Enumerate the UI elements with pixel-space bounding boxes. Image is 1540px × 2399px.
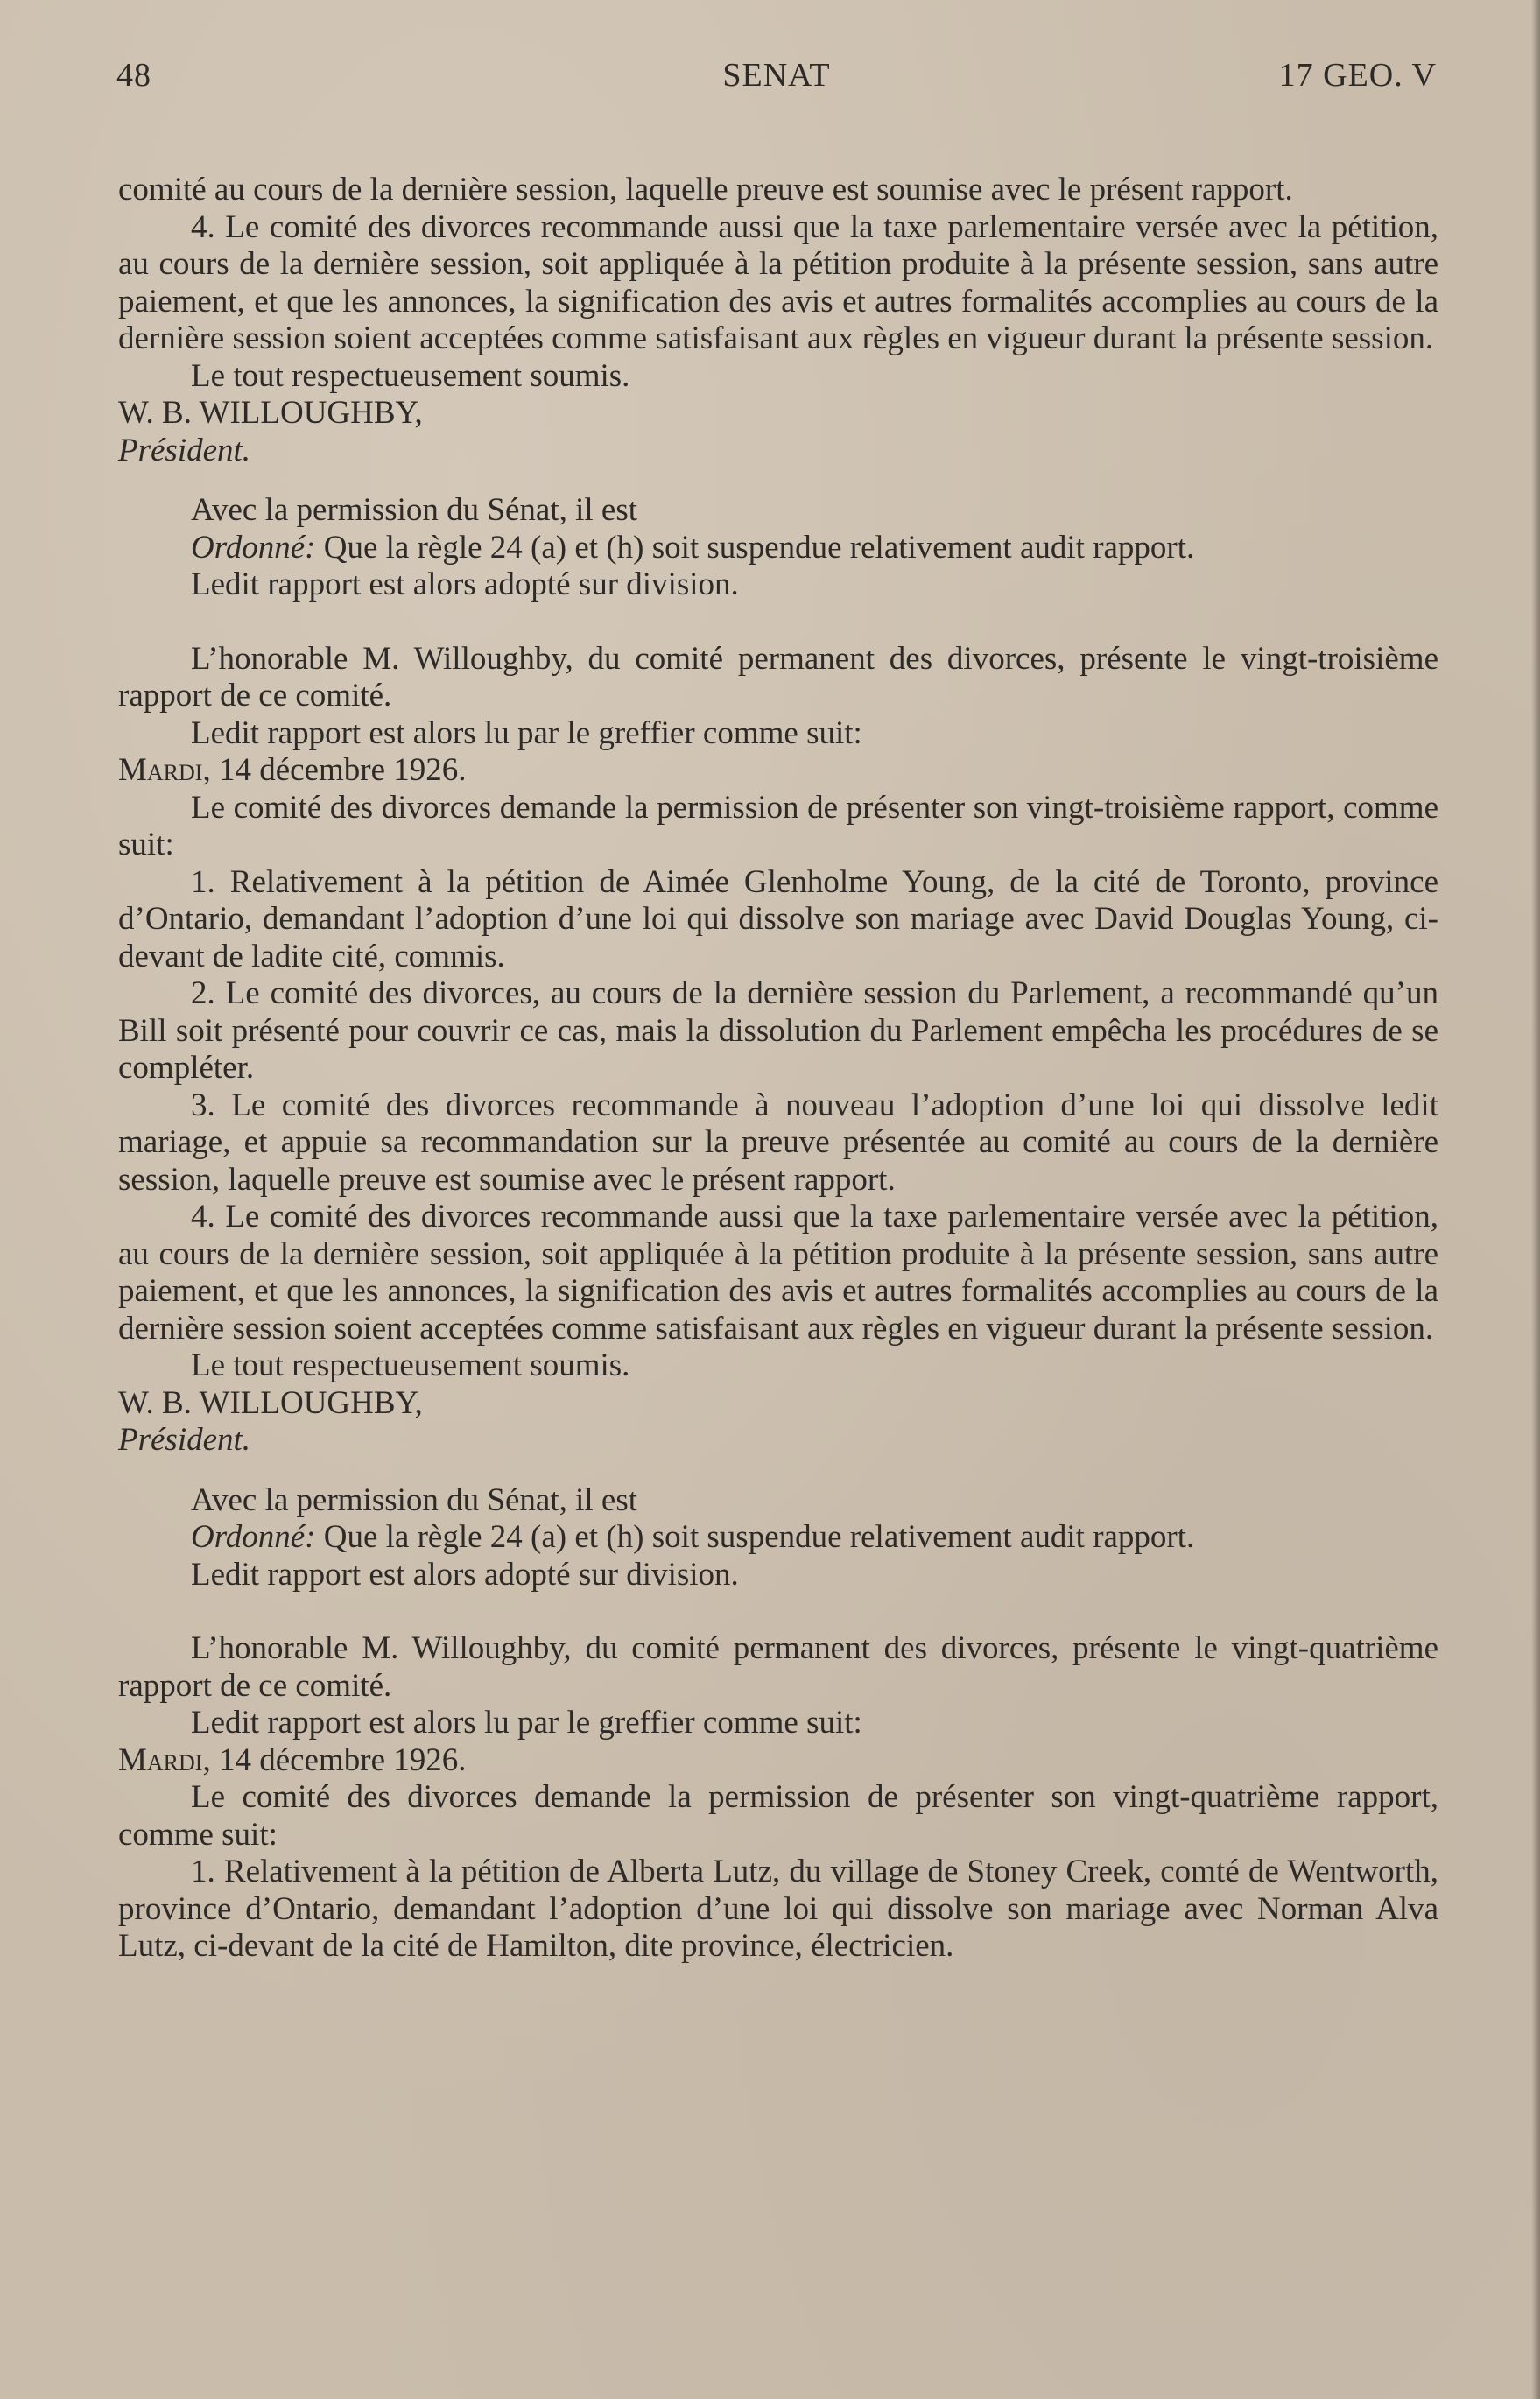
- page-header: [116, 56, 1437, 100]
- date-day: Mardi,: [118, 752, 211, 788]
- paragraph: Avec la permission du Sénat, il est: [191, 492, 638, 528]
- page-edge: [1531, 0, 1540, 2399]
- paragraph: Ledit rapport est alors adopté sur division.: [191, 566, 739, 602]
- closing-line: Le tout respectueusement soumis.: [191, 1347, 630, 1383]
- order-paragraph: [118, 530, 1438, 567]
- paragraph: Avec la permission du Sénat, il est: [191, 1481, 638, 1518]
- paragraph: Ledit rapport est alors lu par le greffier comme suit:: [191, 1705, 862, 1741]
- paragraph: 4. Le comité des divorces recommande aussi que la taxe parlementaire versée avec la pétition, au cours de la dernière session, soit appliquée à la pétition produite à la présente session, sans autre paiement, et que les annonces, la signification des avis et autres formalités accomplies au cours de la dernière session soient acceptées comme satisfaisant aux règles en vigueur durant la présente session.: [118, 208, 1438, 356]
- paragraph: Ledit rapport est alors adopté sur division.: [191, 1556, 739, 1593]
- page-body: [118, 172, 1438, 1966]
- running-title: SENAT: [722, 57, 831, 94]
- paragraph: 1. Relativement à la pétition de Alberta Lutz, du village de Stoney Creek, comté de Wentworth, province d’Ontario, demandant l’adoption d’une loi qui dissolve son mariage avec Norman Alva Lutz, ci-devant de la cité de Hamilton, dite province, électricien.: [118, 1854, 1438, 1964]
- signature-name: W. B. WILLOUGHBY,: [118, 395, 423, 431]
- spacer: [118, 1460, 1438, 1482]
- paragraph: 2. Le comité des divorces, au cours de la dernière session du Parlement, a recommandé qu’un Bill soit présenté pour couvrir ce cas, mais la dissolution du Parlement empêcha les procédures de se compléter.: [118, 975, 1438, 1086]
- order-text: Que la règle 24 (a) et (h) soit suspendue relativement audit rapport.: [315, 1519, 1195, 1555]
- signature-title: Président.: [118, 1422, 251, 1458]
- paragraph: 1. Relativement à la pétition de Aimée Glenholme Young, de la cité de Toronto, province d’Ontario, demandant l’adoption d’une loi qui dissolve son mariage avec David Douglas Young, ci-devant de ladite cité, commis.: [118, 863, 1438, 974]
- spacer: [118, 1593, 1438, 1630]
- closing-line: Le tout respectueusement soumis.: [191, 357, 630, 394]
- spacer: [118, 469, 1438, 492]
- order-label: Ordonné:: [191, 1519, 316, 1555]
- date-text: 14 décembre 1926.: [210, 1741, 467, 1778]
- signature-title: Président.: [118, 432, 251, 468]
- date-day: Mardi,: [118, 1741, 211, 1778]
- paragraph: 4. Le comité des divorces recommande aussi que la taxe parlementaire versée avec la pétition, au cours de la dernière session, soit appliquée à la pétition produite à la présente session, sans autre paiement, et que les annonces, la signification des avis et autres formalités accomplies au cours de la dernière session soient acceptées comme satisfaisant aux règles en vigueur durant la présente session.: [118, 1199, 1438, 1347]
- paragraph: Le comité des divorces demande la permission de présenter son vingt-troisième rapport, comme suit:: [118, 789, 1438, 862]
- paragraph: comité au cours de la dernière session, laquelle preuve est soumise avec le présent rapport.: [118, 172, 1293, 208]
- volume-reference: 17 GEO. V: [1278, 57, 1437, 94]
- paragraph: L’honorable M. Willoughby, du comité permanent des divorces, présente le vingt-troisième rapport de ce comité.: [118, 640, 1438, 714]
- date-text: 14 décembre 1926.: [210, 752, 467, 788]
- spacer: [118, 604, 1438, 641]
- paragraph: L’honorable M. Willoughby, du comité permanent des divorces, présente le vingt-quatrième rapport de ce comité.: [118, 1630, 1438, 1704]
- report-date: [118, 1742, 1438, 1780]
- signature-name: W. B. WILLOUGHBY,: [118, 1384, 423, 1421]
- order-text: Que la règle 24 (a) et (h) soit suspendue relativement audit rapport.: [315, 529, 1195, 566]
- order-paragraph: [118, 1519, 1438, 1557]
- page-number: 48: [116, 57, 151, 94]
- order-label: Ordonné:: [191, 529, 316, 566]
- paragraph: 3. Le comité des divorces recommande à nouveau l’adoption d’une loi qui dissolve ledit mariage, et appuie sa recommandation sur la preuve présentée au comité au cours de la dernière session, laquelle preuve est soumise avec le présent rapport.: [118, 1087, 1438, 1198]
- report-date: [118, 752, 1438, 790]
- paragraph: Le comité des divorces demande la permission de présenter son vingt-quatrième rapport, comme suit:: [118, 1779, 1438, 1853]
- paragraph: Ledit rapport est alors lu par le greffier comme suit:: [191, 714, 862, 751]
